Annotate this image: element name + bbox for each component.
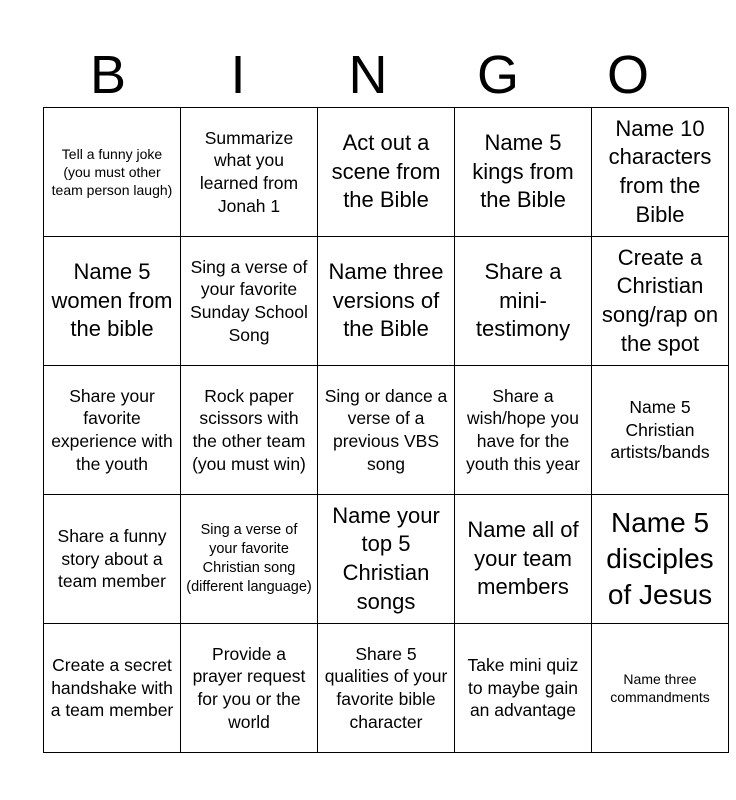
header-letter-b: B <box>89 45 127 105</box>
bingo-cell[interactable]: Share your favorite experience with the youth <box>44 366 181 495</box>
bingo-header <box>43 42 693 108</box>
board-row <box>44 108 729 237</box>
bingo-cell[interactable]: Act out a scene from the Bible <box>318 108 455 237</box>
bingo-cell[interactable]: Share 5 qualities of your favorite bible character <box>318 624 455 753</box>
bingo-cell[interactable]: Name three commandments <box>592 624 729 753</box>
header-letter-o: O <box>606 45 649 105</box>
header-letter-g: G <box>476 45 519 105</box>
bingo-cell[interactable]: Create a Christian song/rap on the spot <box>592 237 729 366</box>
bingo-cell[interactable]: Name 5 women from the bible <box>44 237 181 366</box>
board-row <box>44 624 729 753</box>
bingo-cell[interactable]: Sing a verse of your favorite Christian song (different language) <box>181 495 318 624</box>
board-row <box>44 366 729 495</box>
header-letter-n: N <box>348 45 388 105</box>
bingo-cell[interactable]: Name 5 Christian artists/bands <box>592 366 729 495</box>
bingo-cell[interactable]: Take mini quiz to maybe gain an advantage <box>455 624 592 753</box>
bingo-cell[interactable]: Name your top 5 Christian songs <box>318 495 455 624</box>
bingo-cell[interactable]: Sing a verse of your favorite Sunday School Song <box>181 237 318 366</box>
bingo-cell[interactable]: Name 5 disciples of Jesus <box>592 495 729 624</box>
board-row <box>44 495 729 624</box>
bingo-cell[interactable]: Summarize what you learned from Jonah 1 <box>181 108 318 237</box>
bingo-cell[interactable]: Rock paper scissors with the other team (you must win) <box>181 366 318 495</box>
bingo-cell[interactable]: Create a secret handshake with a team member <box>44 624 181 753</box>
bingo-cell[interactable]: Name three versions of the Bible <box>318 237 455 366</box>
bingo-cell[interactable]: Name 5 kings from the Bible <box>455 108 592 237</box>
bingo-cell[interactable]: Share a mini-testimony <box>455 237 592 366</box>
bingo-board <box>43 107 729 753</box>
bingo-cell[interactable]: Share a wish/hope you have for the youth this year <box>455 366 592 495</box>
bingo-cell[interactable]: Name 10 characters from the Bible <box>592 108 729 237</box>
bingo-cell[interactable]: Sing or dance a verse of a previous VBS song <box>318 366 455 495</box>
board-row <box>44 237 729 366</box>
bingo-cell[interactable]: Tell a funny joke (you must other team person laugh) <box>44 108 181 237</box>
bingo-cell[interactable]: Name all of your team members <box>455 495 592 624</box>
bingo-cell[interactable]: Share a funny story about a team member <box>44 495 181 624</box>
header-letter-i: I <box>230 45 246 105</box>
bingo-cell[interactable]: Provide a prayer request for you or the world <box>181 624 318 753</box>
